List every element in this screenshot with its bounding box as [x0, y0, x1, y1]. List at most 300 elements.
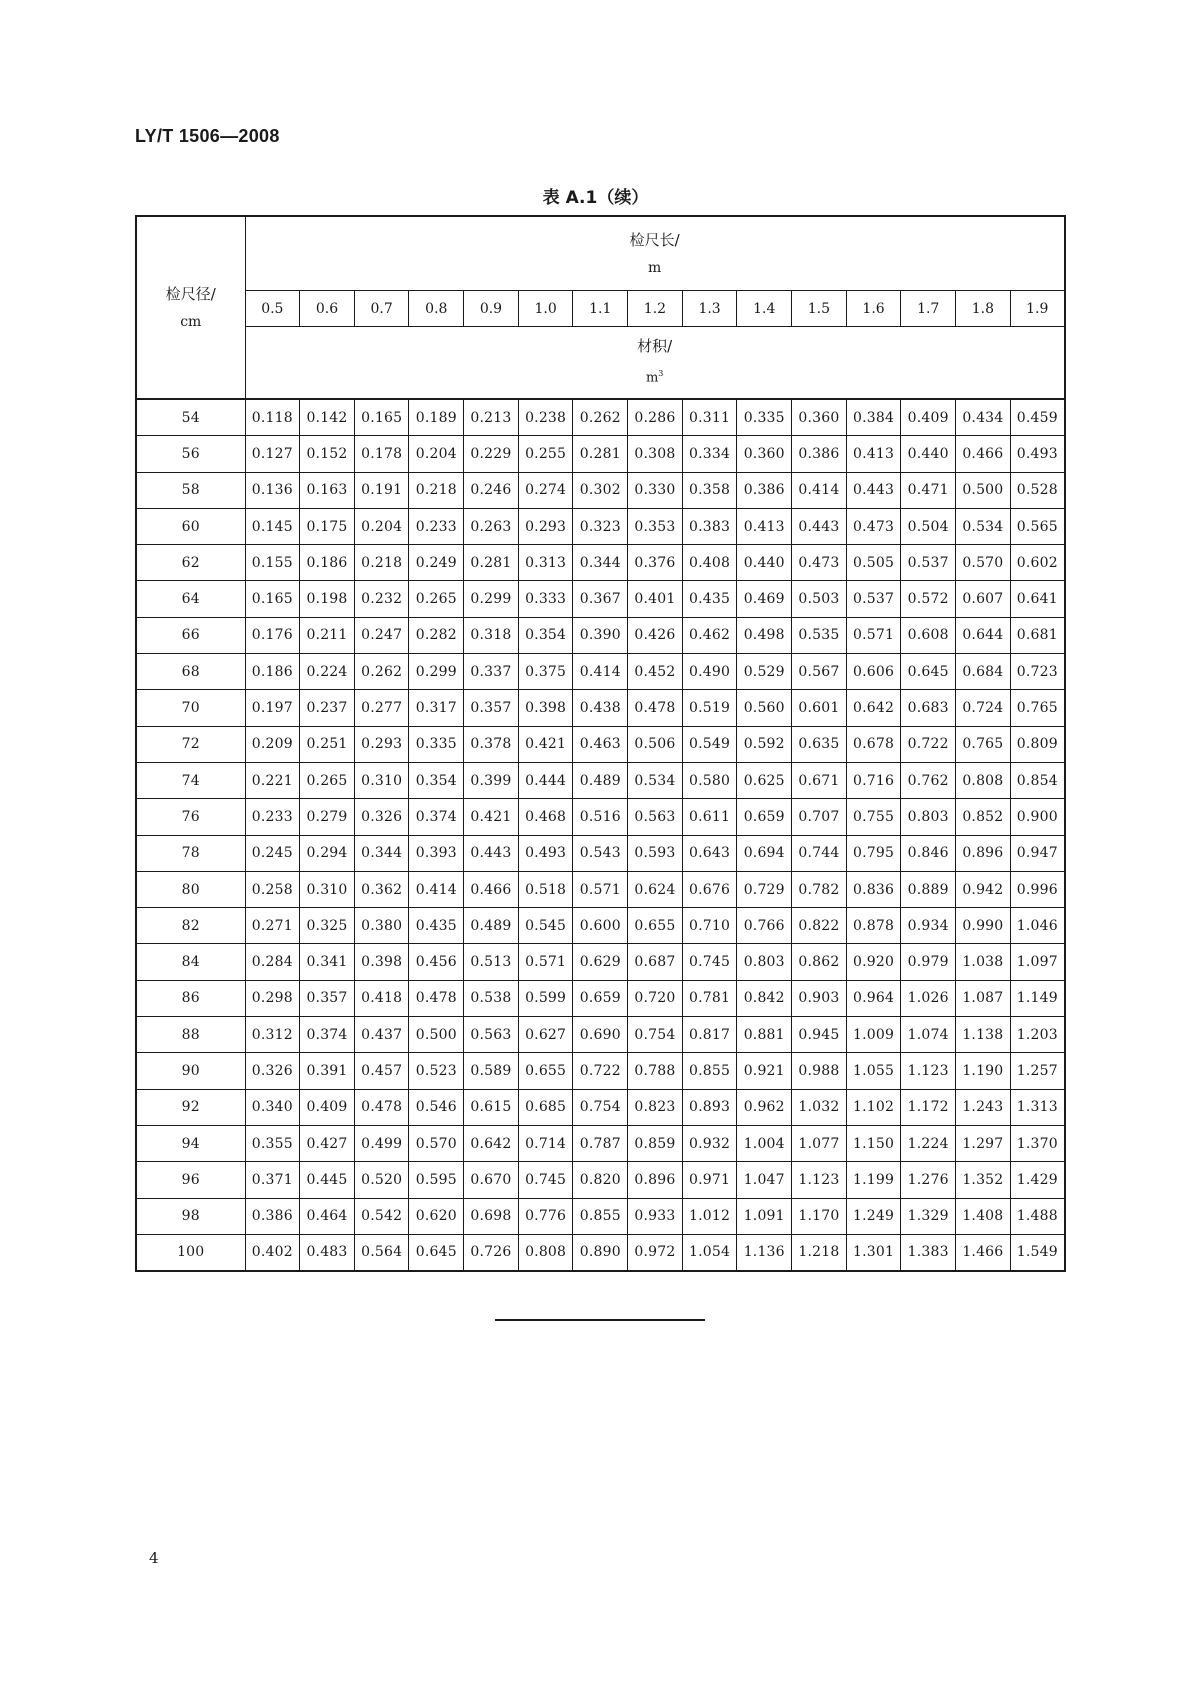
table-row — [136, 908, 1065, 944]
volume-cell: 0.808 — [518, 1234, 573, 1271]
volume-cell: 0.232 — [354, 581, 409, 617]
volume-cell: 0.409 — [300, 1089, 355, 1125]
volume-cell: 0.854 — [1010, 762, 1065, 798]
volume-cell: 0.189 — [409, 399, 464, 436]
volume-cell: 0.438 — [573, 690, 628, 726]
volume-cell: 0.645 — [901, 654, 956, 690]
volume-cell: 0.795 — [846, 835, 901, 871]
diameter-cell: 80 — [136, 871, 245, 907]
volume-cell: 0.263 — [464, 508, 519, 544]
table-row — [136, 581, 1065, 617]
length-value-cell: 1.1 — [573, 291, 628, 327]
volume-cell: 0.932 — [682, 1125, 737, 1161]
volume-cell: 1.257 — [1010, 1053, 1065, 1089]
diameter-cell: 68 — [136, 654, 245, 690]
volume-cell: 1.383 — [901, 1234, 956, 1271]
volume-cell: 0.323 — [573, 508, 628, 544]
volume-cell: 0.855 — [573, 1198, 628, 1234]
volume-cell: 0.302 — [573, 472, 628, 508]
volume-cell: 0.518 — [518, 871, 573, 907]
volume-cell: 0.607 — [956, 581, 1011, 617]
volume-cell: 0.563 — [464, 1017, 519, 1053]
volume-cell: 0.972 — [628, 1234, 683, 1271]
volume-cell: 1.297 — [956, 1125, 1011, 1161]
volume-cell: 0.265 — [300, 762, 355, 798]
volume-cell: 0.722 — [573, 1053, 628, 1089]
volume-cell: 0.247 — [354, 617, 409, 653]
volume-cell: 0.317 — [409, 690, 464, 726]
volume-cell: 0.440 — [901, 436, 956, 472]
volume-cell: 0.178 — [354, 436, 409, 472]
diameter-cell: 70 — [136, 690, 245, 726]
volume-cell: 1.077 — [792, 1125, 847, 1161]
volume-cell: 0.443 — [464, 835, 519, 871]
table-row — [136, 690, 1065, 726]
volume-cell: 0.670 — [464, 1162, 519, 1198]
volume-cell: 0.782 — [792, 871, 847, 907]
volume-cell: 0.516 — [573, 799, 628, 835]
volume-cell: 0.344 — [573, 545, 628, 581]
volume-unit-exponent: 3 — [658, 369, 664, 379]
table-row — [136, 436, 1065, 472]
volume-cell: 1.329 — [901, 1198, 956, 1234]
volume-cell: 0.500 — [956, 472, 1011, 508]
volume-cell: 0.311 — [682, 399, 737, 436]
table-row — [136, 472, 1065, 508]
volume-cell: 0.608 — [901, 617, 956, 653]
volume-cell: 0.360 — [792, 399, 847, 436]
volume-cell: 0.836 — [846, 871, 901, 907]
volume-cell: 0.466 — [464, 871, 519, 907]
volume-cell: 1.276 — [901, 1162, 956, 1198]
volume-cell: 1.038 — [956, 944, 1011, 980]
volume-cell: 0.204 — [354, 508, 409, 544]
volume-cell: 0.698 — [464, 1198, 519, 1234]
volume-cell: 0.615 — [464, 1089, 519, 1125]
volume-cell: 0.655 — [628, 908, 683, 944]
volume-cell: 0.249 — [409, 545, 464, 581]
volume-cell: 0.629 — [573, 944, 628, 980]
volume-cell: 0.726 — [464, 1234, 519, 1271]
volume-cell: 1.203 — [1010, 1017, 1065, 1053]
volume-cell: 0.644 — [956, 617, 1011, 653]
volume-cell: 0.490 — [682, 654, 737, 690]
table-row — [136, 1162, 1065, 1198]
volume-cell: 0.312 — [245, 1017, 300, 1053]
volume-cell: 1.097 — [1010, 944, 1065, 980]
volume-cell: 0.560 — [737, 690, 792, 726]
volume-cell: 0.378 — [464, 726, 519, 762]
volume-cell: 0.520 — [354, 1162, 409, 1198]
volume-cell: 0.262 — [354, 654, 409, 690]
volume-cell: 0.729 — [737, 871, 792, 907]
volume-cell: 0.714 — [518, 1125, 573, 1161]
volume-cell: 0.142 — [300, 399, 355, 436]
diameter-cell: 100 — [136, 1234, 245, 1271]
volume-cell: 0.335 — [409, 726, 464, 762]
volume-cell: 1.488 — [1010, 1198, 1065, 1234]
volume-cell: 0.744 — [792, 835, 847, 871]
volume-cell: 0.362 — [354, 871, 409, 907]
volume-cell: 0.599 — [518, 980, 573, 1016]
diameter-cell: 72 — [136, 726, 245, 762]
table-row — [136, 1125, 1065, 1161]
volume-cell: 0.355 — [245, 1125, 300, 1161]
volume-cell: 0.462 — [682, 617, 737, 653]
volume-cell: 1.172 — [901, 1089, 956, 1125]
volume-cell: 0.781 — [682, 980, 737, 1016]
diameter-header — [136, 216, 245, 399]
volume-cell: 0.681 — [1010, 617, 1065, 653]
diameter-cell: 56 — [136, 436, 245, 472]
volume-cell: 0.443 — [792, 508, 847, 544]
volume-cell: 0.979 — [901, 944, 956, 980]
volume-cell: 0.371 — [245, 1162, 300, 1198]
volume-table — [135, 215, 1066, 1272]
volume-cell: 0.684 — [956, 654, 1011, 690]
volume-cell: 0.642 — [464, 1125, 519, 1161]
volume-cell: 0.358 — [682, 472, 737, 508]
volume-cell: 1.370 — [1010, 1125, 1065, 1161]
volume-cell: 0.602 — [1010, 545, 1065, 581]
volume-cell: 0.299 — [409, 654, 464, 690]
volume-cell: 0.676 — [682, 871, 737, 907]
volume-unit-base: m — [645, 370, 659, 386]
volume-cell: 0.294 — [300, 835, 355, 871]
volume-cell: 0.542 — [354, 1198, 409, 1234]
volume-cell: 0.859 — [628, 1125, 683, 1161]
volume-cell: 0.534 — [956, 508, 1011, 544]
volume-cell: 0.765 — [1010, 690, 1065, 726]
diameter-cell: 66 — [136, 617, 245, 653]
volume-cell: 0.383 — [682, 508, 737, 544]
volume-cell: 1.243 — [956, 1089, 1011, 1125]
volume-cell: 0.186 — [245, 654, 300, 690]
volume-cell: 0.862 — [792, 944, 847, 980]
volume-cell: 0.519 — [682, 690, 737, 726]
table-row — [136, 1017, 1065, 1053]
volume-cell: 0.947 — [1010, 835, 1065, 871]
volume-cell: 1.046 — [1010, 908, 1065, 944]
volume-cell: 0.413 — [846, 436, 901, 472]
volume-cell: 1.549 — [1010, 1234, 1065, 1271]
volume-cell: 1.102 — [846, 1089, 901, 1125]
table-row — [136, 508, 1065, 544]
length-value-cell: 0.9 — [464, 291, 519, 327]
volume-cell: 0.962 — [737, 1089, 792, 1125]
volume-cell: 0.890 — [573, 1234, 628, 1271]
table-row — [136, 726, 1065, 762]
volume-cell: 0.988 — [792, 1053, 847, 1089]
volume-cell: 0.398 — [518, 690, 573, 726]
volume-cell: 0.209 — [245, 726, 300, 762]
end-rule — [495, 1319, 705, 1321]
volume-cell: 0.896 — [628, 1162, 683, 1198]
volume-table-container — [135, 215, 1064, 1272]
table-body — [136, 399, 1065, 1271]
volume-cell: 0.163 — [300, 472, 355, 508]
length-value-cell: 0.7 — [354, 291, 409, 327]
table-row — [136, 1234, 1065, 1271]
volume-cell: 1.313 — [1010, 1089, 1065, 1125]
volume-cell: 0.543 — [573, 835, 628, 871]
volume-cell: 0.299 — [464, 581, 519, 617]
diameter-cell: 82 — [136, 908, 245, 944]
diameter-cell: 58 — [136, 472, 245, 508]
volume-cell: 0.281 — [573, 436, 628, 472]
volume-cell: 0.601 — [792, 690, 847, 726]
volume-cell: 0.325 — [300, 908, 355, 944]
volume-cell: 0.505 — [846, 545, 901, 581]
table-row — [136, 1089, 1065, 1125]
volume-cell: 0.765 — [956, 726, 1011, 762]
table-row — [136, 871, 1065, 907]
volume-cell: 0.620 — [409, 1198, 464, 1234]
length-header — [245, 216, 1065, 291]
volume-cell: 0.625 — [737, 762, 792, 798]
volume-cell: 0.390 — [573, 617, 628, 653]
volume-cell: 1.301 — [846, 1234, 901, 1271]
volume-cell: 0.218 — [354, 545, 409, 581]
volume-cell: 0.326 — [245, 1053, 300, 1089]
table-row — [136, 1198, 1065, 1234]
volume-cell: 0.237 — [300, 690, 355, 726]
volume-cell: 0.313 — [518, 545, 573, 581]
volume-cell: 0.766 — [737, 908, 792, 944]
diameter-cell: 62 — [136, 545, 245, 581]
volume-cell: 0.478 — [354, 1089, 409, 1125]
diameter-cell: 84 — [136, 944, 245, 980]
volume-cell: 0.376 — [628, 545, 683, 581]
volume-cell: 0.298 — [245, 980, 300, 1016]
volume-cell: 0.255 — [518, 436, 573, 472]
volume-cell: 0.401 — [628, 581, 683, 617]
volume-cell: 0.745 — [518, 1162, 573, 1198]
volume-cell: 1.136 — [737, 1234, 792, 1271]
volume-cell: 0.386 — [245, 1198, 300, 1234]
volume-cell: 0.344 — [354, 835, 409, 871]
volume-cell: 0.277 — [354, 690, 409, 726]
volume-cell: 0.822 — [792, 908, 847, 944]
volume-cell: 0.720 — [628, 980, 683, 1016]
volume-cell: 0.413 — [737, 508, 792, 544]
table-row — [136, 545, 1065, 581]
volume-cell: 0.572 — [901, 581, 956, 617]
volume-cell: 0.855 — [682, 1053, 737, 1089]
volume-cell: 0.367 — [573, 581, 628, 617]
volume-cell: 0.564 — [354, 1234, 409, 1271]
volume-cell: 0.493 — [1010, 436, 1065, 472]
volume-cell: 0.457 — [354, 1053, 409, 1089]
volume-cell: 1.047 — [737, 1162, 792, 1198]
volume-cell: 0.710 — [682, 908, 737, 944]
volume-cell: 1.138 — [956, 1017, 1011, 1053]
volume-cell: 0.659 — [573, 980, 628, 1016]
length-value-cell: 0.6 — [300, 291, 355, 327]
volume-cell: 0.723 — [1010, 654, 1065, 690]
volume-cell: 1.012 — [682, 1198, 737, 1234]
volume-cell: 0.233 — [245, 799, 300, 835]
volume-cell: 1.170 — [792, 1198, 847, 1234]
volume-cell: 0.286 — [628, 399, 683, 436]
volume-cell: 0.434 — [956, 399, 1011, 436]
volume-cell: 0.762 — [901, 762, 956, 798]
volume-cell: 0.506 — [628, 726, 683, 762]
volume-cell: 0.310 — [300, 871, 355, 907]
volume-cell: 1.009 — [846, 1017, 901, 1053]
table-header — [136, 216, 1065, 399]
volume-cell: 0.245 — [245, 835, 300, 871]
table-row — [136, 980, 1065, 1016]
volume-cell: 0.284 — [245, 944, 300, 980]
volume-cell: 0.537 — [901, 545, 956, 581]
volume-cell: 0.466 — [956, 436, 1011, 472]
length-value-cell: 0.5 — [245, 291, 300, 327]
volume-cell: 0.282 — [409, 617, 464, 653]
volume-cell: 1.004 — [737, 1125, 792, 1161]
volume-cell: 0.399 — [464, 762, 519, 798]
volume-cell: 0.293 — [518, 508, 573, 544]
volume-cell: 0.354 — [518, 617, 573, 653]
volume-cell: 0.724 — [956, 690, 1011, 726]
volume-cell: 1.408 — [956, 1198, 1011, 1234]
volume-cell: 0.459 — [1010, 399, 1065, 436]
volume-cell: 0.468 — [518, 799, 573, 835]
volume-cell: 0.820 — [573, 1162, 628, 1198]
volume-cell: 0.408 — [682, 545, 737, 581]
volume-cell: 1.123 — [901, 1053, 956, 1089]
volume-cell: 0.386 — [737, 472, 792, 508]
volume-cell: 0.606 — [846, 654, 901, 690]
volume-cell: 0.645 — [409, 1234, 464, 1271]
length-value-cell: 0.8 — [409, 291, 464, 327]
volume-cell: 0.224 — [300, 654, 355, 690]
volume-cell: 0.251 — [300, 726, 355, 762]
volume-cell: 0.456 — [409, 944, 464, 980]
volume-cell: 0.842 — [737, 980, 792, 1016]
volume-cell: 0.878 — [846, 908, 901, 944]
volume-cell: 0.589 — [464, 1053, 519, 1089]
volume-cell: 0.354 — [409, 762, 464, 798]
diameter-cell: 60 — [136, 508, 245, 544]
volume-cell: 0.478 — [628, 690, 683, 726]
volume-cell: 0.852 — [956, 799, 1011, 835]
volume-cell: 0.360 — [737, 436, 792, 472]
diameter-cell: 86 — [136, 980, 245, 1016]
volume-cell: 0.335 — [737, 399, 792, 436]
volume-cell: 0.921 — [737, 1053, 792, 1089]
volume-cell: 0.500 — [409, 1017, 464, 1053]
table-row — [136, 399, 1065, 436]
volume-cell: 0.308 — [628, 436, 683, 472]
volume-cell: 0.776 — [518, 1198, 573, 1234]
volume-cell: 0.687 — [628, 944, 683, 980]
volume-cell: 0.127 — [245, 436, 300, 472]
volume-cell: 0.754 — [573, 1089, 628, 1125]
volume-cell: 0.440 — [737, 545, 792, 581]
volume-cell: 0.624 — [628, 871, 683, 907]
volume-cell: 0.421 — [518, 726, 573, 762]
diameter-cell: 74 — [136, 762, 245, 798]
diameter-cell: 88 — [136, 1017, 245, 1053]
volume-cell: 0.600 — [573, 908, 628, 944]
length-value-cell: 1.4 — [737, 291, 792, 327]
volume-cell: 0.118 — [245, 399, 300, 436]
volume-cell: 0.402 — [245, 1234, 300, 1271]
volume-cell: 0.817 — [682, 1017, 737, 1053]
volume-cell: 0.788 — [628, 1053, 683, 1089]
volume-cell: 0.498 — [737, 617, 792, 653]
volume-cell: 0.933 — [628, 1198, 683, 1234]
document-id: LY/T 1506—2008 — [135, 126, 280, 146]
volume-cell: 0.808 — [956, 762, 1011, 798]
table-row — [136, 799, 1065, 835]
volume-cell: 0.414 — [409, 871, 464, 907]
volume-cell: 0.218 — [409, 472, 464, 508]
volume-cell: 0.549 — [682, 726, 737, 762]
volume-cell: 0.545 — [518, 908, 573, 944]
volume-cell: 0.934 — [901, 908, 956, 944]
volume-cell: 0.694 — [737, 835, 792, 871]
volume-cell: 0.611 — [682, 799, 737, 835]
volume-label: 材积/ — [637, 337, 673, 356]
volume-cell: 0.823 — [628, 1089, 683, 1125]
volume-cell: 0.198 — [300, 581, 355, 617]
volume-cell: 0.627 — [518, 1017, 573, 1053]
volume-cell: 0.945 — [792, 1017, 847, 1053]
volume-cell: 0.685 — [518, 1089, 573, 1125]
volume-cell: 0.499 — [354, 1125, 409, 1161]
volume-cell: 0.334 — [682, 436, 737, 472]
volume-cell: 0.176 — [245, 617, 300, 653]
volume-cell: 1.087 — [956, 980, 1011, 1016]
volume-cell: 0.262 — [573, 399, 628, 436]
volume-cell: 0.671 — [792, 762, 847, 798]
volume-cell: 0.445 — [300, 1162, 355, 1198]
volume-cell: 0.893 — [682, 1089, 737, 1125]
volume-cell: 0.803 — [901, 799, 956, 835]
volume-cell: 0.571 — [518, 944, 573, 980]
volume-cell: 0.384 — [846, 399, 901, 436]
volume-cell: 0.221 — [245, 762, 300, 798]
volume-cell: 0.570 — [409, 1125, 464, 1161]
volume-cell: 0.213 — [464, 399, 519, 436]
volume-cell: 1.032 — [792, 1089, 847, 1125]
volume-cell: 0.642 — [846, 690, 901, 726]
volume-cell: 1.026 — [901, 980, 956, 1016]
volume-cell: 0.330 — [628, 472, 683, 508]
volume-cell: 0.535 — [792, 617, 847, 653]
length-value-cell: 1.7 — [901, 291, 956, 327]
volume-cell: 0.537 — [846, 581, 901, 617]
volume-cell: 0.489 — [464, 908, 519, 944]
volume-cell: 0.881 — [737, 1017, 792, 1053]
volume-cell: 0.246 — [464, 472, 519, 508]
volume-cell: 0.513 — [464, 944, 519, 980]
volume-cell: 0.493 — [518, 835, 573, 871]
volume-cell: 0.281 — [464, 545, 519, 581]
volume-cell: 0.337 — [464, 654, 519, 690]
volume-cell: 0.191 — [354, 472, 409, 508]
volume-cell: 0.964 — [846, 980, 901, 1016]
volume-cell: 0.238 — [518, 399, 573, 436]
volume-unit — [246, 360, 1064, 392]
volume-cell: 0.678 — [846, 726, 901, 762]
volume-cell: 0.398 — [354, 944, 409, 980]
volume-cell: 0.971 — [682, 1162, 737, 1198]
volume-cell: 1.218 — [792, 1234, 847, 1271]
volume-cell: 0.942 — [956, 871, 1011, 907]
